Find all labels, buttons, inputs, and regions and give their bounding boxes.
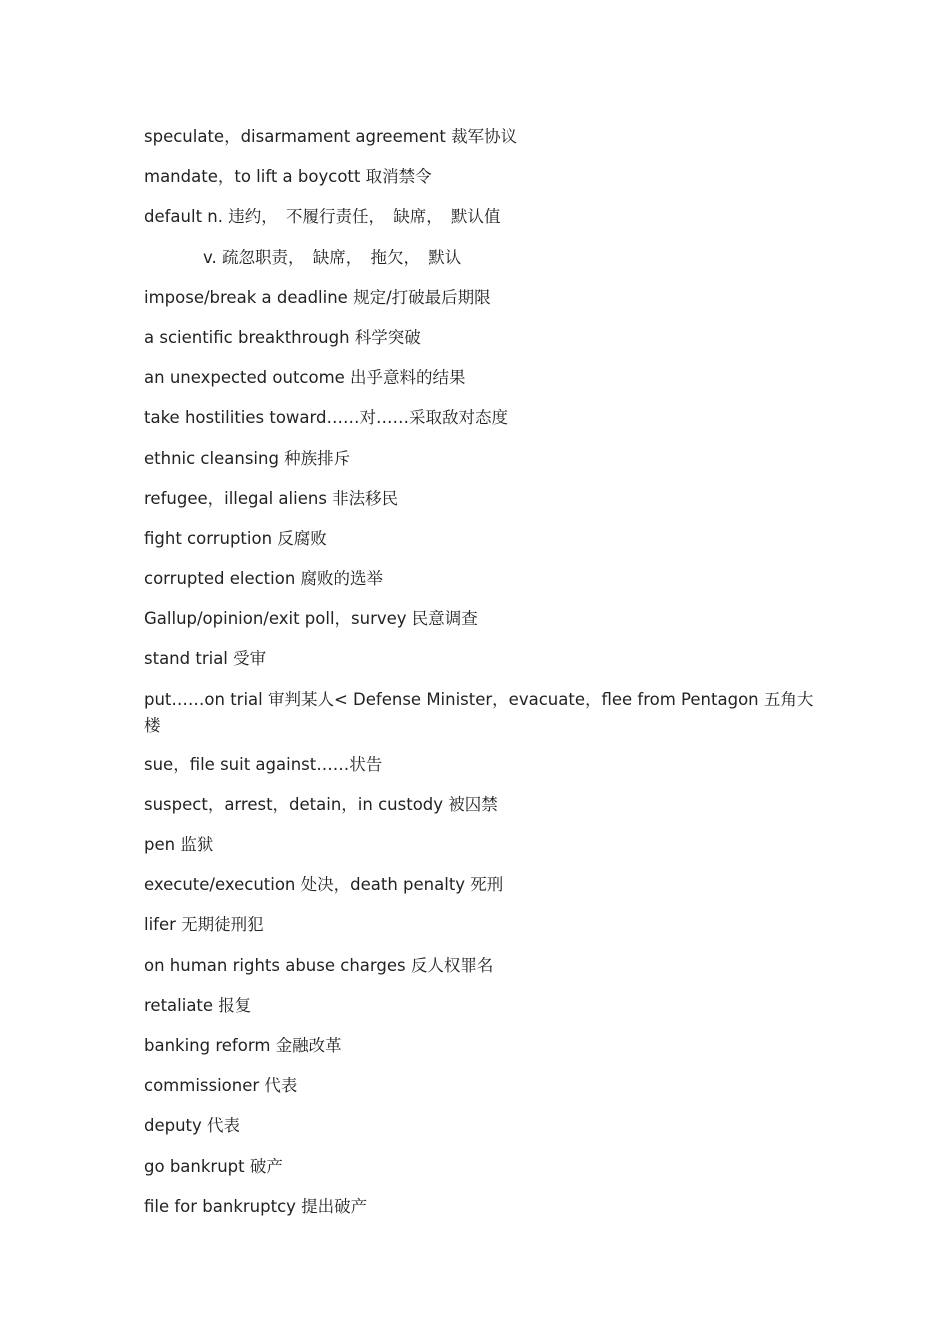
list-item: v. 疏忽职责， 缺席， 拖欠， 默认: [203, 247, 462, 267]
list-item: pen 监狱: [144, 835, 214, 854]
list-item: commissioner 代表: [144, 1076, 298, 1096]
list-item: default n. 违约， 不履行责任， 缺席， 默认值: [144, 207, 501, 227]
list-item: retaliate 报复: [144, 995, 252, 1015]
list-item: on human rights abuse charges 反人权罪名: [144, 955, 494, 975]
list-item: lifer 无期徒刑犯: [144, 915, 264, 935]
list-item: banking reform 金融改革: [144, 1035, 342, 1055]
list-item: corrupted election 腐败的选举: [144, 569, 384, 589]
list-item: execute/execution 处决，death penalty 死刑: [144, 875, 504, 895]
list-item: speculate，disarmament agreement 裁军协议: [144, 127, 518, 146]
list-item: Gallup/opinion/exit poll，survey 民意调查: [144, 609, 478, 629]
list-item: ethnic cleansing 种族排斥: [144, 448, 351, 468]
list-item: refugee，illegal aliens 非法移民: [144, 488, 399, 508]
list-item: a scientific breakthrough 科学突破: [144, 327, 421, 347]
list-item: mandate，to lift a boycott 取消禁令: [144, 167, 432, 187]
list-item: take hostilities toward……对……采取敌对态度: [144, 408, 508, 428]
vocabulary-list: [144, 124, 814, 1234]
list-item: suspect，arrest，detain，in custody 被囚禁: [144, 794, 498, 814]
list-item: an unexpected outcome 出乎意料的结果: [144, 368, 466, 388]
list-item: put……on trial 审判某人< Defense Minister，evacuate，flee from Pentagon 五角大楼: [144, 689, 814, 735]
list-item: stand trial 受审: [144, 649, 267, 669]
list-item: fight corruption 反腐败: [144, 528, 327, 548]
list-item: go bankrupt 破产: [144, 1156, 283, 1176]
list-item: file for bankruptcy 提出破产: [144, 1196, 368, 1216]
list-item: impose/break a deadline 规定/打破最后期限: [144, 287, 491, 307]
list-item: deputy 代表: [144, 1116, 241, 1136]
list-item: sue，file suit against……状告: [144, 754, 383, 774]
